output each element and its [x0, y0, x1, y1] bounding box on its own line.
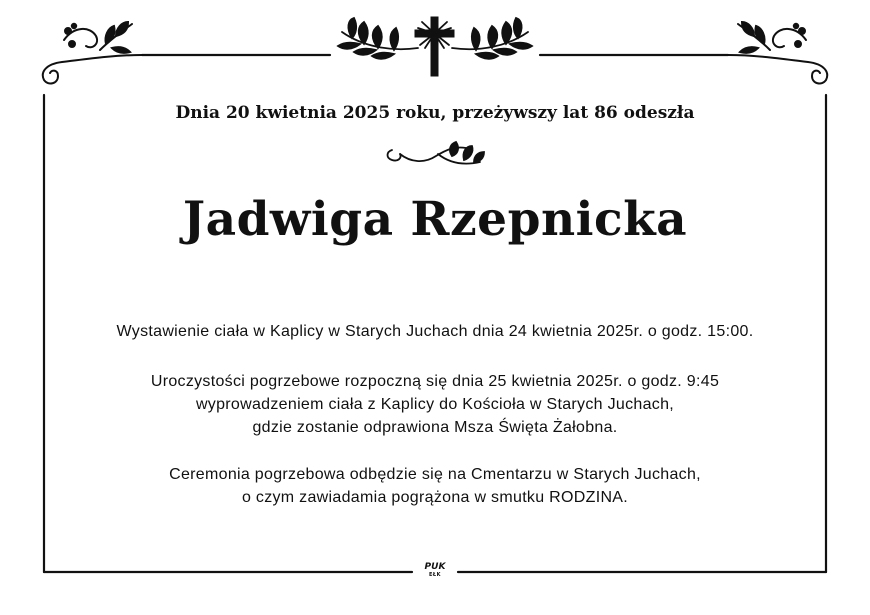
logo-sub-text: EŁK — [428, 572, 441, 578]
corner-flourish-left-icon — [43, 22, 142, 83]
laurel-right-icon — [452, 18, 532, 59]
cross-icon — [415, 17, 454, 76]
logo-main-text: PUK — [424, 562, 446, 572]
laurel-left-icon — [338, 18, 418, 59]
paragraph-line: wyprowadzeniem ciała z Kaplicy do Kościoła w Starych Juchach, — [195, 396, 675, 413]
burial-paragraph — [0, 463, 870, 509]
viewing-paragraph — [0, 320, 870, 343]
company-logo — [418, 563, 452, 578]
death-date-line: Dnia 20 kwietnia 2025 roku, przeżywszy lat 86 odeszła — [175, 103, 695, 123]
deceased-name: Jadwiga Rzepnicka — [182, 192, 688, 247]
divider-sprig-icon — [388, 142, 485, 164]
paragraph-line: Ceremonia pogrzebowa odbędzie się na Cmentarzu w Starych Juchach, — [169, 466, 701, 483]
paragraph-line: Uroczystości pogrzebowe rozpoczną się dnia 25 kwietnia 2025r. o godz. 9:45 — [150, 373, 720, 390]
ceremony-paragraph — [0, 370, 870, 439]
paragraph-line: Wystawienie ciała w Kaplicy w Starych Juchach dnia 24 kwietnia 2025r. o godz. 15:00. — [116, 323, 754, 340]
corner-flourish-right-icon — [728, 22, 827, 83]
paragraph-line: gdzie zostanie odprawiona Msza Święta Żałobna. — [252, 419, 618, 436]
paragraph-line: o czym zawiadamia pogrążona w smutku RODZINA. — [241, 489, 629, 506]
